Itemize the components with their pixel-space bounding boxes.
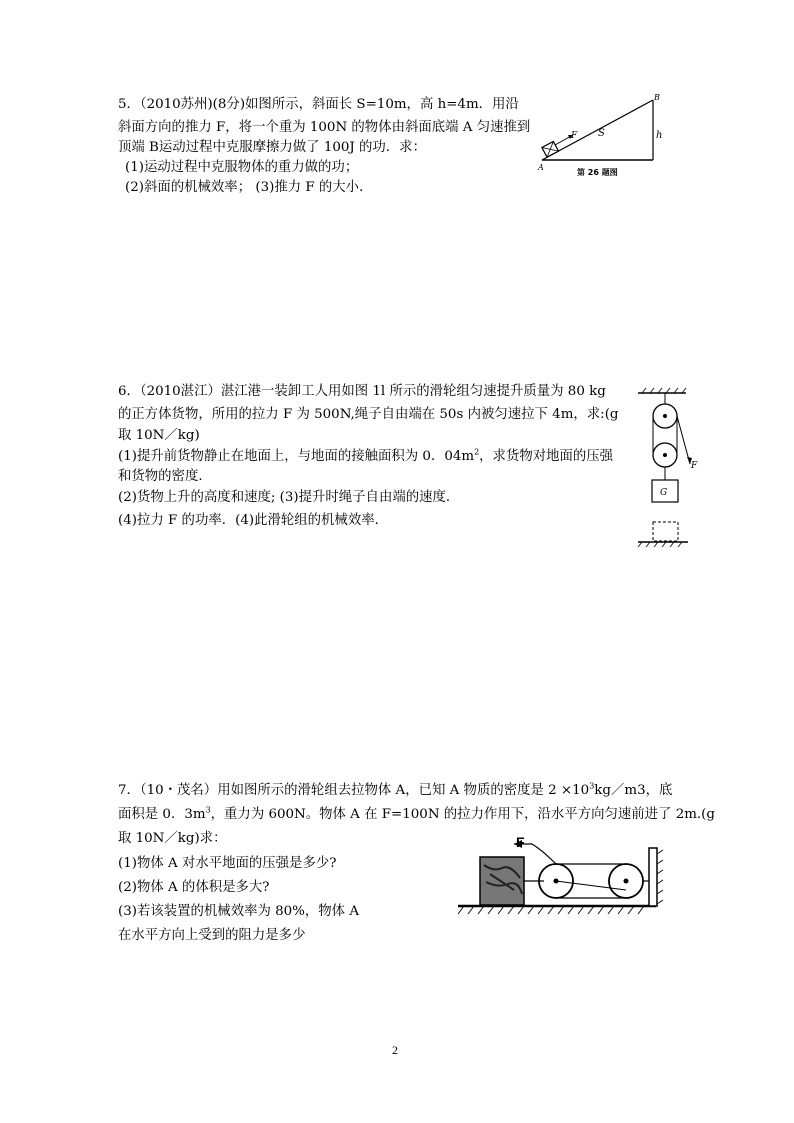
figure-caption: 第 26 题图 <box>577 168 618 177</box>
label-S: S <box>598 128 605 139</box>
wall <box>649 848 657 906</box>
incline-figure <box>535 90 675 185</box>
q6-line-6: (2)货物上升的高度和速度; (3)提升时绳子自由端的速度． <box>118 490 460 505</box>
label-h: h <box>656 130 663 141</box>
q6-line-7: (4)拉力 F 的功率．(4)此滑轮组的机械效率． <box>118 513 388 528</box>
q7-line-1: 7．（10・茂名）用如图所示的滑轮组去拉物体 A，已知 A 物质的密度是 $2 \times 10^3kg/m3$，底 <box>118 781 673 798</box>
block-on-incline <box>542 141 559 157</box>
rope-free-end <box>677 416 690 464</box>
q7-line-6: (3)若该装置的机械效率为 80%，物体 A <box>118 904 359 919</box>
label-F: F <box>516 834 525 850</box>
q6-line-4: (1)提升前货物静止在地面上，与地面的接触面积为 0．$04m^2$，求货物对地面的压强 <box>118 447 614 464</box>
q5-line-4: (1)运动过程中克服物体的重力做的功； <box>125 160 359 175</box>
q5-line-5: (2)斜面的机械效率； (3)推力 F 的大小． <box>125 180 373 195</box>
q6-line-2: 的正方体货物，所用的拉力 F 为 500N,绳子自由端在 50s 内被匀速拉下 4m，求:(g <box>118 407 619 422</box>
q5-line-3: 顶端 B运动过程中克服摩擦力做了 100J 的功．求： <box>118 140 426 155</box>
pulley-system-figure <box>632 388 698 548</box>
horizontal-pulley-figure <box>456 830 668 916</box>
q5-line-2: 斜面方向的推力 F，将一个重为 100N 的物体由斜面底端 A 匀速推到 <box>118 120 531 135</box>
label-A: A <box>538 163 544 172</box>
q6-line-1: 6．（2010湛江）湛江港一装卸工人用如图 1l 所示的滑轮组匀速提升质量为 80 kg <box>118 384 606 399</box>
q7-line-4: (1)物体 A 对水平地面的压强是多少? <box>118 856 337 871</box>
label-F: F <box>571 131 578 141</box>
q6-line-5: 和货物的密度． <box>118 469 212 484</box>
q7-line-3: 取 10N／kg)求： <box>118 831 227 846</box>
page-number: 2 <box>392 1043 398 1057</box>
q7-line-2: 面积是 0．$3m^3$，重力为 600N。物体 A 在 F=100N 的拉力作用下，沿水平方向匀速前进了 2m.(g <box>118 805 715 822</box>
label-B: B <box>654 93 660 102</box>
cargo-initial-position <box>653 522 678 541</box>
q6-line-3: 取 10N／kg) <box>118 428 200 443</box>
label-G: G <box>660 488 668 498</box>
q7-line-5: (2)物体 A 的体积是多大? <box>118 880 270 895</box>
q7-line-7: 在水平方向上受到的阻力是多少 <box>118 928 306 943</box>
q5-line-1: 5．（2010苏州)(8分)如图所示，斜面长 S=10m，高 h=4m．用沿 <box>118 97 519 112</box>
label-F: F <box>691 461 698 471</box>
